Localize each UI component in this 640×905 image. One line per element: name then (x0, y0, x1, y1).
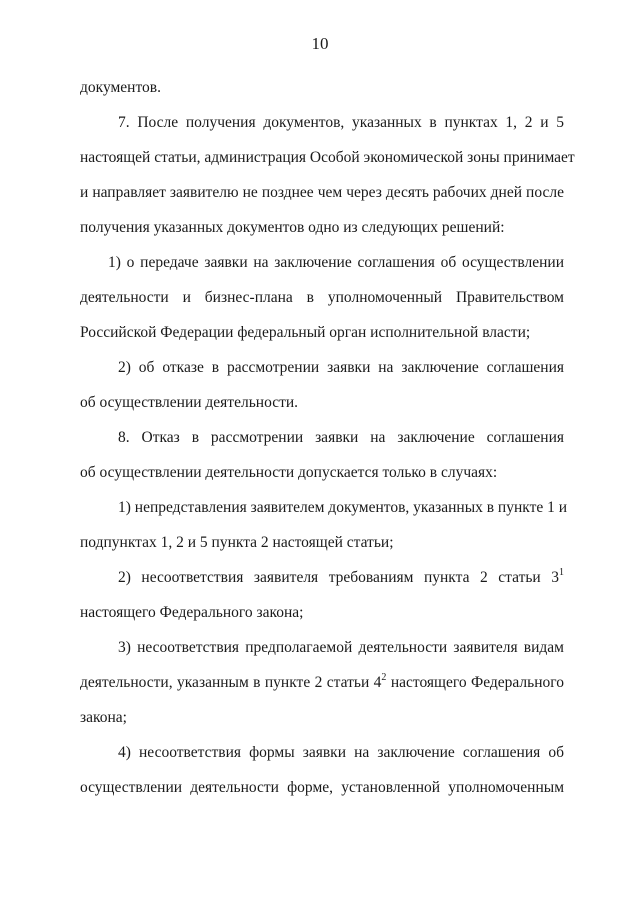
text-line: 8. Отказ в рассмотрении заявки на заключение соглашения (118, 429, 564, 446)
text-line: получения указанных документов одно из следующих решений: (80, 219, 505, 236)
text-line (118, 568, 564, 588)
text-line: закона; (80, 709, 127, 726)
superscript: 1 (559, 567, 564, 578)
text-line: 7. После получения документов, указанных в пунктах 1, 2 и 5 (118, 114, 564, 131)
text-line: об осуществлении деятельности. (80, 394, 299, 411)
text-line: 1) о передаче заявки на заключение соглашения об осуществлении (108, 254, 564, 271)
text-line: настоящего Федерального закона; (80, 604, 304, 621)
text-line (80, 673, 564, 693)
superscript: 2 (381, 672, 387, 683)
text-line: осуществлении деятельности форме, установленной уполномоченным (80, 779, 564, 796)
text-fragment: настоящего Федерального (390, 674, 565, 691)
text-line: подпунктах 1, 2 и 5 пункта 2 настоящей статьи; (80, 534, 394, 551)
text-line: 4) несоответствия формы заявки на заключение соглашения об (118, 744, 564, 761)
text-line: 1) непредставления заявителем документов, указанных в пункте 1 и (118, 499, 568, 516)
text-line: настоящей статьи, администрация Особой экономической зоны принимает (80, 149, 575, 166)
text-fragment: деятельности, указанным в пункте 2 статьи 4 (80, 674, 382, 691)
text-line: и направляет заявителю не позднее чем через десять рабочих дней после (80, 184, 564, 201)
text-line: Российской Федерации федеральный орган исполнительной власти; (80, 324, 531, 341)
text-fragment: 2) несоответствия заявителя требованиям пункта 2 статьи 3 (118, 569, 559, 586)
text-line: 3) несоответствия предполагаемой деятельности заявителя видам (118, 639, 564, 656)
page-number: 10 (311, 34, 329, 53)
text-line: деятельности и бизнес-плана в уполномоченный Правительством (80, 289, 564, 306)
text-line: 2) об отказе в рассмотрении заявки на заключение соглашения (118, 359, 564, 376)
text-line: документов. (80, 79, 161, 96)
text-line: об осуществлении деятельности допускается только в случаях: (80, 464, 498, 481)
